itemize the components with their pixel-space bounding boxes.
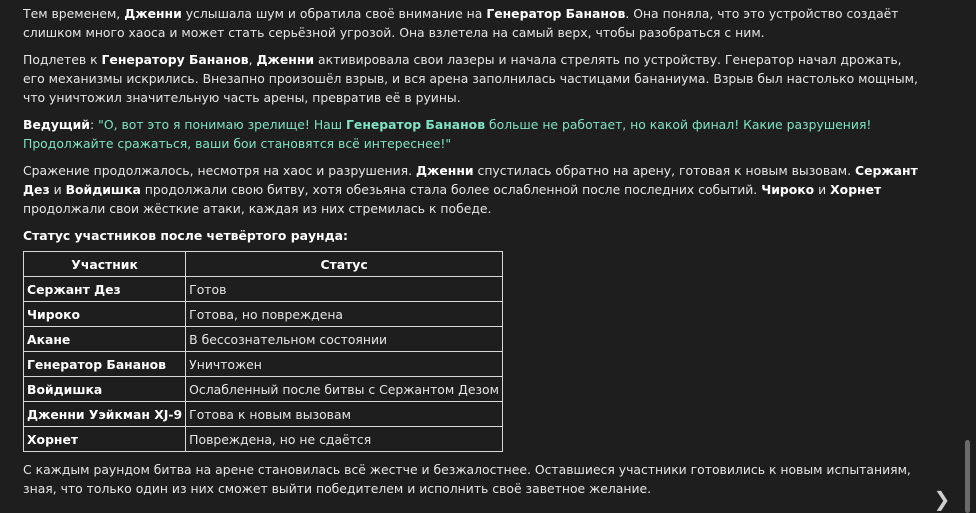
participant-name: Хорнет [24,427,186,452]
quote-text: "О, вот это я понимаю зрелище! Наш [98,117,347,132]
bold-name: Генератору Бананов [101,52,249,67]
table-row [24,402,503,427]
participant-name: Дженни Уэйкман XJ-9 [24,402,186,427]
bold-name: Чироко [761,182,815,197]
text-span: и [49,182,66,197]
table-row [24,327,503,352]
participant-status: В бессознательном состоянии [186,327,503,352]
bold-name: Войдишка [65,182,141,197]
host-speech-paragraph [23,115,923,153]
text-span: продолжали свои жёсткие атаки, каждая из них стремилась к победе. [23,201,492,216]
text-span: услышала шум и обратила своё внимание на [181,6,487,21]
table-row [24,352,503,377]
participant-status: Готов [186,277,503,302]
participant-name: Войдишка [24,377,186,402]
table-row [24,377,503,402]
speaker-name: Ведущий [23,117,90,132]
text-span: Подлетев к [23,52,102,67]
bold-name: Дженни [124,6,182,21]
participant-name: Генератор Бананов [24,352,186,377]
bold-name: Генератор Бананов [486,6,626,21]
chevron-right-icon: ❯ [933,487,951,511]
text-span: Сражение продолжалось, несмотря на хаос и разрушения. [23,163,416,178]
text-span: продолжали свою битву, хотя обезьяна стала более ослабленной после последних событий. [140,182,762,197]
text-span: спустилась обратно на арену, готовая к новым вызовам. [473,163,855,178]
participant-status: Готова к новым вызовам [186,402,503,427]
participant-status: Повреждена, но не сдаётся [186,427,503,452]
story-paragraph-3 [23,161,923,218]
next-message-button[interactable] [933,488,951,510]
table-row [24,302,503,327]
text-span: Тем временем, [23,6,125,21]
table-row [24,277,503,302]
participant-status: Готова, но повреждена [186,302,503,327]
quote-text: больше не работает, но какой финал! Какие разрушения! Продолжайте сражаться, ваши бои становятся всё интереснее!" [23,117,872,151]
text-span: и [814,182,831,197]
quote-bold-name: Генератор Бананов [346,117,486,132]
status-heading [23,226,923,245]
text-span: . Она поняла, что это устройство создаёт слишком много хаоса и может стать серьёзной угрозой. Она взлетела на самый верх, чтобы разобраться с ним. [23,6,899,40]
bold-name: Хорнет [830,182,882,197]
chat-message-content [23,4,923,506]
host-quote [23,117,871,151]
column-header-participant: Участник [24,252,186,277]
table-header-row [24,252,503,277]
participant-name: Сержант Дез [24,277,186,302]
scrollbar-thumb[interactable] [965,440,970,513]
status-heading-text: Статус участников после четвёртого раунда: [23,228,348,243]
table-row [24,427,503,452]
story-paragraph-2 [23,50,923,107]
participant-status: Уничтожен [186,352,503,377]
text-span: : [90,117,99,132]
story-paragraph-4: С каждым раундом битва на арене становилась всё жестче и безжалостнее. Оставшиеся участники готовились к новым испытаниям, зная, что только один из них сможет выйти победителем и исполнить своё заветное желание. [23,462,911,496]
participant-status: Ослабленный после битвы с Сержантом Дезом [186,377,503,402]
participant-name: Акане [24,327,186,352]
bold-name: Сержант Дез [23,163,918,197]
story-paragraph-1 [23,4,923,42]
participant-name: Чироко [24,302,186,327]
bold-name: Дженни [416,163,474,178]
column-header-status: Статус [186,252,503,277]
bold-name: Дженни [256,52,315,67]
status-table [23,251,503,452]
text-span: , [248,52,257,67]
text-span: активировала свои лазеры и начала стрелять по устройству. Генератор начал дрожать, его механизмы искрились. Внезапно произошёл взрыв, и вся арена заполнилась частицами бананиума. Взрыв был настолько мощным, что уничтожил значительную часть арены, превратив её в руины. [23,52,918,105]
